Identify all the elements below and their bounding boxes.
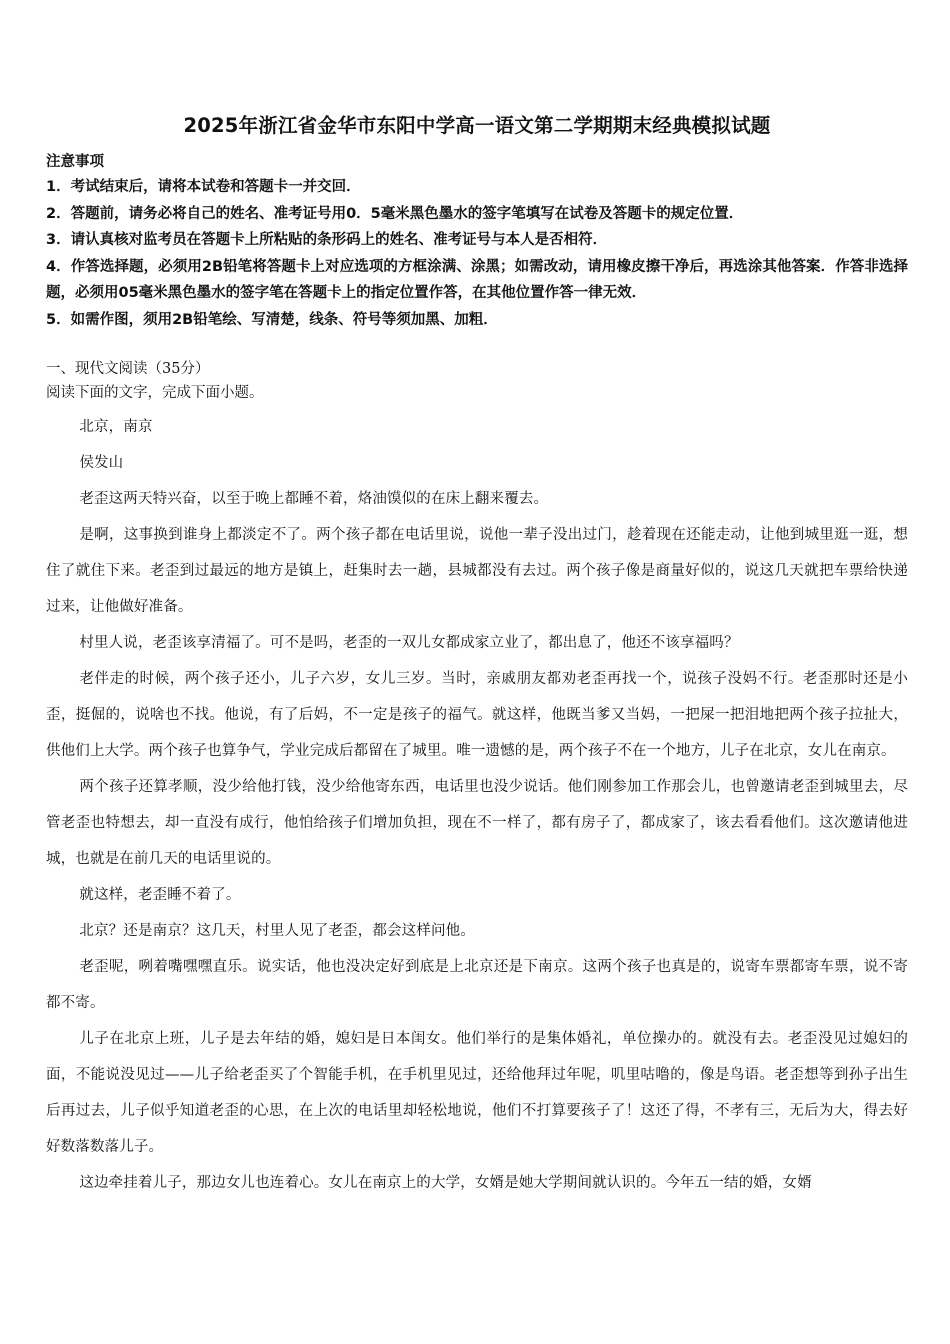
notice-item-3: 3．请认真核对监考员在答题卡上所粘贴的条形码上的姓名、准考证号与本人是否相符． <box>46 232 608 248</box>
notice-item-5: 5．如需作图，须用2B铅笔绘、写清楚，线条、符号等须加黑、加粗． <box>46 311 498 328</box>
article-paragraph: 两个孩子还算孝顺，没少给他打钱，没少给他寄东西，电话里也没少说话。他们刚参加工作那会儿，也曾邀请老歪到城里去，尽管老歪也特想去，却一直没有成行，他怕给孩子们增加负担，现在不一样了，都有房子了，都成家了，该去看看他们。这次邀请他进城，也就是在前几天的电话里说的。 <box>46 779 908 867</box>
article-title: 北京，南京 <box>79 419 153 435</box>
article-paragraph: 就这样，老歪睡不着了。 <box>79 887 241 903</box>
article-paragraph: 这边牵挂着儿子，那边女儿也连着心。女儿在南京上的大学，女婿是她大学期间就认识的。今年五一结的婚，女婿 <box>79 1175 812 1191</box>
article-paragraph: 北京？还是南京？这几天，村里人见了老歪，都会这样问他。 <box>79 923 475 939</box>
exam-page <box>46 112 908 1201</box>
notice-heading: 注意事项 <box>46 154 104 170</box>
article-paragraph: 老歪这两天特兴奋，以至于晚上都睡不着，烙油馍似的在床上翻来覆去。 <box>79 491 549 507</box>
exam-title: 2025年浙江省金华市东阳中学高一语文第二学期期末经典模拟试题 <box>183 114 771 137</box>
notice-item-4: 4．作答选择题，必须用2B铅笔将答题卡上对应选项的方框涂满、涂黑；如需改动，请用橡皮擦干净后，再选涂其他答案．作答非选择题，必须用05毫米黑色墨水的签字笔在答题卡上的指定位置作答，在其他位置作答一律无效． <box>46 258 908 301</box>
article-paragraph: 村里人说，老歪该享清福了。可不是吗，老歪的一双儿女都成家立业了，都出息了，他还不该享福吗？ <box>79 635 739 651</box>
article-author: 侯发山 <box>79 455 124 471</box>
reading-section <box>46 357 908 1201</box>
section-heading: 一、现代文阅读（35分） <box>46 361 210 377</box>
article-paragraph: 是啊，这事换到谁身上都淡定不了。两个孩子都在电话里说，说他一辈子没出过门，趁着现在还能走动，让他到城里逛一逛，想住了就住下来。老歪到过最远的地方是镇上，赶集时去一趟，县城都没有去过。两个孩子像是商量好似的，说这几天就把车票给快递过来，让他做好准备。 <box>46 527 908 615</box>
article-paragraph: 儿子在北京上班，儿子是去年结的婚，媳妇是日本闺女。他们举行的是集体婚礼，单位操办的。就没有去。老歪没见过媳妇的面，不能说没见过——儿子给老歪买了个智能手机，在手机里见过，还给他拜过年呢，叽里咕噜的，像是鸟语。老歪想等到孙子出生后再过去，儿子似乎知道老歪的心思，在上次的电话里却轻松地说，他们不打算要孩子了！这还了得，不孝有三，无后为大，得去好好数落数落儿子。 <box>46 1031 908 1155</box>
notice-block <box>46 150 908 333</box>
notice-item-2: 2．答题前，请务必将自己的姓名、准考证号用0．5毫米黑色墨水的签字笔填写在试卷及答题卡的规定位置． <box>46 205 744 222</box>
article-paragraph: 老伴走的时候，两个孩子还小，儿子六岁，女儿三岁。当时，亲戚朋友都劝老歪再找一个，说孩子没妈不行。老歪那时还是小歪，挺倔的，说啥也不找。他说，有了后妈，不一定是孩子的福气。就这样，他既当爹又当妈，一把屎一把泪地把两个孩子拉扯大，供他们上大学。两个孩子也算争气，学业完成后都留在了城里。唯一遗憾的是，两个孩子不在一个地方，儿子在北京，女儿在南京。 <box>46 671 908 759</box>
section-instruction: 阅读下面的文字，完成下面小题。 <box>46 385 264 401</box>
notice-item-1: 1．考试结束后，请将本试卷和答题卡一并交回． <box>46 179 361 195</box>
article-paragraph: 老歪呢，咧着嘴嘿嘿直乐。说实话，他也没决定好到底是上北京还是下南京。这两个孩子也真是的，说寄车票都寄车票，说不寄都不寄。 <box>46 959 908 1011</box>
